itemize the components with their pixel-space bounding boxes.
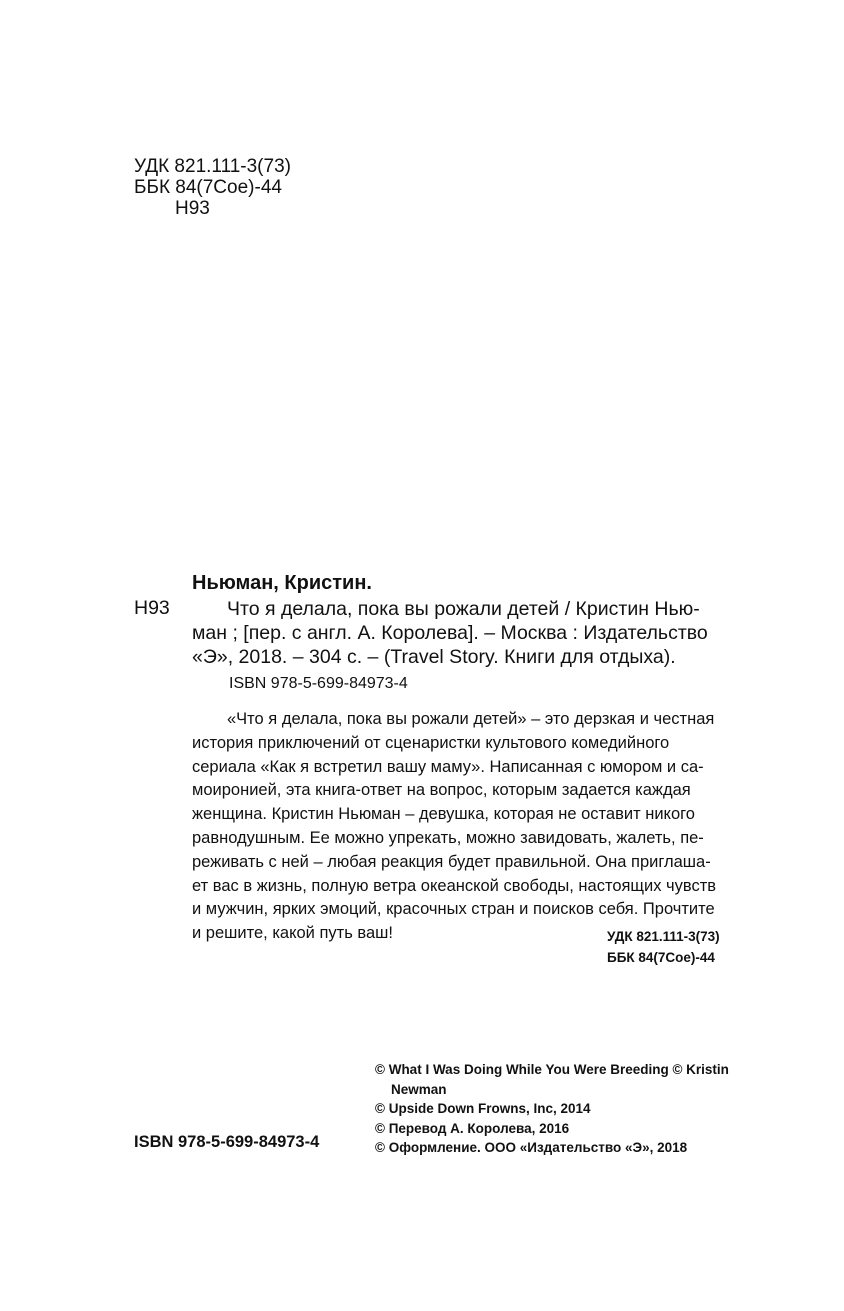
copyright-line-continuation: Newman bbox=[391, 1081, 447, 1097]
annotation-line: ет вас в жизнь, полную ветра океанской свободы, настоящих чувств bbox=[192, 876, 717, 895]
bibliographic-description bbox=[192, 597, 772, 669]
bib-line: Что я делала, пока вы рожали детей / Кристин Нью- bbox=[227, 598, 700, 620]
udk-code: УДК 821.111-3(73) bbox=[607, 929, 720, 944]
bib-line: ман ; [пер. с англ. А. Королева]. – Москва : Издательство bbox=[192, 622, 708, 644]
udk-code: УДК 821.111-3(73) bbox=[134, 156, 291, 177]
entry-author-mark: Н93 bbox=[134, 597, 170, 619]
classification-codes-bottom bbox=[607, 926, 720, 968]
bbk-code: ББК 84(7Сое)-44 bbox=[607, 950, 715, 965]
classification-codes-top bbox=[134, 156, 291, 219]
bbk-code: ББК 84(7Сое)-44 bbox=[134, 177, 282, 198]
copyright-line: © Upside Down Frowns, Inc, 2014 bbox=[375, 1101, 591, 1116]
copyright-block bbox=[375, 1060, 729, 1158]
annotation bbox=[192, 708, 772, 946]
entry-isbn: ISBN 978-5-699-84973-4 bbox=[229, 675, 408, 692]
isbn-bottom: ISBN 978-5-699-84973-4 bbox=[134, 1133, 320, 1151]
entry-author: Ньюман, Кристин. bbox=[192, 572, 372, 594]
annotation-line: равнодушным. Ее можно упрекать, можно завидовать, жалеть, пе- bbox=[192, 828, 704, 847]
copyright-line: © Перевод А. Королева, 2016 bbox=[375, 1120, 570, 1136]
annotation-line: моиронией, эта книга-ответ на вопрос, которым задается каждая bbox=[192, 781, 691, 800]
copyright-line: © Оформление. ООО «Издательство «Э», 2018 bbox=[375, 1140, 688, 1155]
annotation-line: и решите, какой путь ваш! bbox=[192, 924, 393, 943]
annotation-line: и мужчин, ярких эмоций, красочных стран и поисков себя. Прочтите bbox=[192, 900, 715, 919]
annotation-line: история приключений от сценаристки культового комедийного bbox=[192, 733, 670, 752]
copyright-line: © What I Was Doing While You Were Breeding © Kristin bbox=[375, 1062, 729, 1077]
author-mark: Н93 bbox=[175, 198, 210, 219]
annotation-line: сериала «Как я встретил вашу маму». Написанная с юмором и са- bbox=[192, 757, 704, 776]
annotation-line: реживать с ней – любая реакция будет правильной. Она приглаша- bbox=[192, 852, 711, 871]
annotation-line: «Что я делала, пока вы рожали детей» – это дерзкая и честная bbox=[227, 710, 715, 728]
bib-line: «Э», 2018. – 304 с. – (Travel Story. Книги для отдыха). bbox=[192, 646, 676, 668]
annotation-line: женщина. Кристин Ньюман – девушка, которая не оставит никого bbox=[192, 805, 695, 824]
